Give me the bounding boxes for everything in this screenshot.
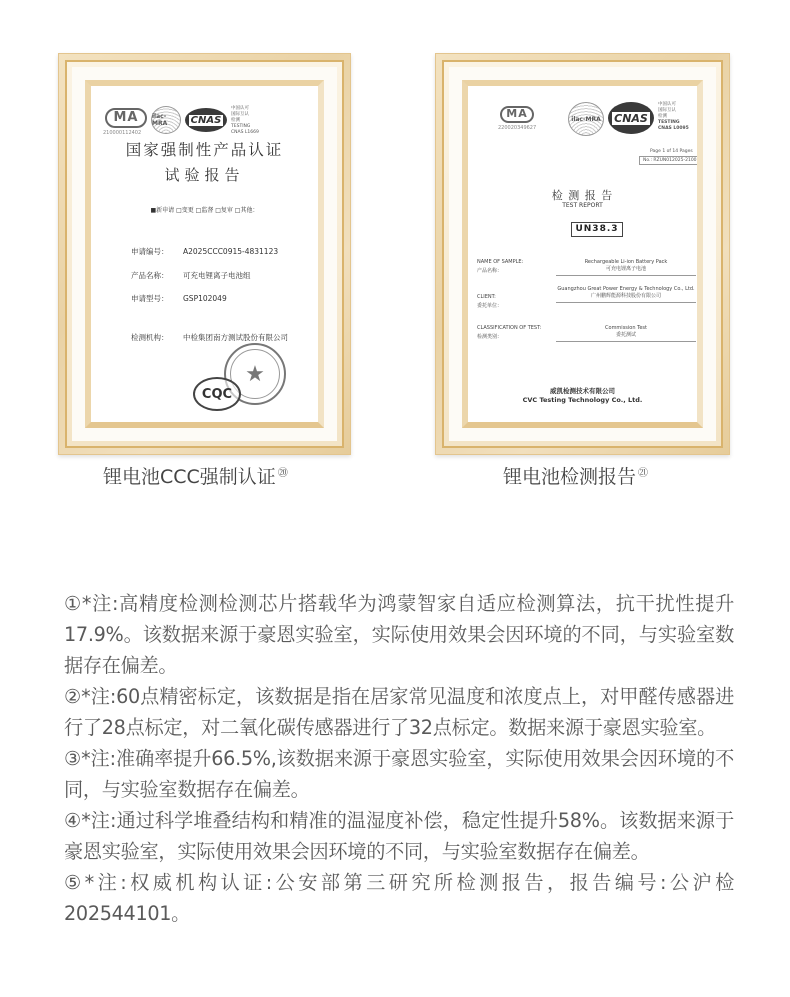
field-value: 中检集团南方测试股份有限公司 [183, 333, 288, 342]
field-value: 可充电锂离子电池组 [183, 271, 251, 280]
footnotes-section [64, 588, 734, 929]
cnas-line: 检测 [231, 118, 240, 123]
cma-number: 220020349627 [498, 125, 537, 131]
caption-text: 锂电池检测报告 [503, 466, 637, 488]
footnote-1: ①*注:高精度检测检测芯片搭载华为鸿蒙智家自适应检测算法，抗干扰性提升17.9%。该数据来源于豪恩实验室，实际使用效果会因环境的不同，与实验室数据存在偏差。 [64, 592, 734, 677]
cnas-text [658, 102, 689, 132]
certificate-frame-ccc [58, 53, 351, 455]
caption-ccc-certification [103, 462, 288, 489]
test-report-document [468, 86, 697, 422]
field-application-number [131, 246, 278, 257]
ilac-mra-logo-icon: ilac-MRA [151, 106, 181, 134]
field-sample-label [477, 258, 523, 276]
report-title-en: TEST REPORT [562, 202, 603, 209]
label-cn: 检测类别： [477, 334, 503, 340]
footnote-2: ②*注:60点精密标定，该数据是指在居家常见温度和浓度点上，对甲醛传感器进行了28点标定，对二氧化碳传感器进行了32点标定。数据来源于豪恩实验室。 [64, 685, 734, 739]
value-cn: 委托测试 [615, 332, 636, 338]
field-product-name [131, 270, 251, 281]
footnote-ref: ㉑ [638, 468, 649, 479]
issuer-cn: 威凯检测技术有限公司 [550, 387, 615, 395]
cnas-line: 中国认可 [658, 102, 676, 107]
cnas-line: 检测 [658, 114, 667, 119]
value-en: Commission Test [605, 325, 647, 331]
application-type-checkboxes: ■新申请 □变更 □监督 □复审 □其他： [150, 207, 259, 214]
report-number: No.: RZUN012025-2100 [639, 156, 697, 165]
frame-inner [72, 67, 337, 441]
frame-inner [449, 67, 716, 441]
field-label: 产品名称： [131, 271, 169, 280]
cnas-text [231, 106, 259, 136]
field-client-label [477, 293, 502, 311]
ccc-report-document [91, 86, 318, 422]
field-sample-value [556, 259, 696, 276]
label-en: NAME OF SAMPLE: [477, 259, 524, 265]
field-model [131, 293, 227, 304]
report-title-cn: 检 测 报 告 [551, 189, 614, 202]
field-value: A2025CCC0915-4831123 [183, 247, 279, 256]
cnas-line: CNAS L0095 [658, 126, 689, 131]
cnas-logo-icon: CNAS [185, 108, 227, 132]
cnas-logo-icon: CNAS [608, 102, 654, 134]
certificate-frame-test-report [435, 53, 730, 455]
cma-number: 210000112402 [103, 130, 142, 136]
page-info: Page 1 of 14 Pages [650, 149, 693, 154]
cma-logo-icon: MA [105, 108, 147, 128]
cma-logo-icon: MA [500, 106, 534, 123]
value-en: Rechargeable Li-ion Battery Pack [584, 259, 668, 265]
issuer-en: CVC Testing Technology Co., Ltd. [522, 396, 643, 404]
field-label: 申请编号： [131, 247, 169, 256]
caption-test-report [503, 462, 648, 489]
field-classification-label [477, 324, 541, 342]
field-label: 申请型号： [131, 294, 169, 303]
footnote-4: ④*注:通过科学堆叠结构和精准的温湿度补偿，稳定性提升58%。该数据来源于豪恩实验室，实际使用效果会因环境的不同，与实验室数据存在偏差。 [64, 809, 734, 863]
official-seal-icon: ★ [224, 343, 286, 405]
cqc-mark-icon: CQC [193, 377, 241, 411]
label-en: CLIENT: [477, 294, 496, 300]
field-classification-value [556, 325, 696, 342]
cnas-line: TESTING [231, 124, 251, 129]
footnote-ref: ⑳ [277, 468, 288, 479]
frame-bevel [85, 80, 324, 428]
label-cn: 委托单位： [477, 303, 503, 309]
ilac-mra-logo-icon: ilac-MRA [568, 102, 604, 136]
value-cn: 广州鹏辉能源科技股份有限公司 [590, 293, 661, 299]
field-label: 检测机构： [131, 333, 169, 342]
value-cn: 可充电锂离子电池 [605, 266, 646, 272]
frame-mat [442, 60, 723, 448]
footnote-3: ③*注:准确率提升66.5%,该数据来源于豪恩实验室，实际使用效果会因环境的不同，与实验室数据存在偏差。 [64, 747, 734, 801]
frame-bevel [462, 80, 703, 428]
value-en: Guangzhou Great Power Energy & Technology Co., Ltd. [557, 286, 695, 292]
caption-text: 锂电池CCC强制认证 [103, 466, 276, 488]
footnote-5: ⑤*注:权威机构认证:公安部第三研究所检测报告，报告编号:公沪检202544101。 [64, 871, 734, 925]
field-client-value [556, 286, 696, 303]
field-test-institution [131, 332, 288, 343]
ccc-title-line2: 试验报告 [164, 166, 245, 184]
cnas-line: TESTING [658, 120, 680, 125]
cnas-line: 国际互认 [231, 112, 249, 117]
label-cn: 产品名称： [477, 268, 503, 274]
label-en: CLASSIFICATION OF TEST: [477, 325, 542, 331]
cnas-line: 中国认可 [231, 106, 249, 111]
standard-badge: UN38.3 [571, 222, 623, 237]
cnas-line: 国际互认 [658, 108, 676, 113]
cnas-line: CNAS L1669 [231, 130, 259, 135]
ccc-title-line1: 国家强制性产品认证 [125, 141, 284, 159]
frame-mat [65, 60, 344, 448]
field-value: GSP102049 [183, 294, 227, 303]
